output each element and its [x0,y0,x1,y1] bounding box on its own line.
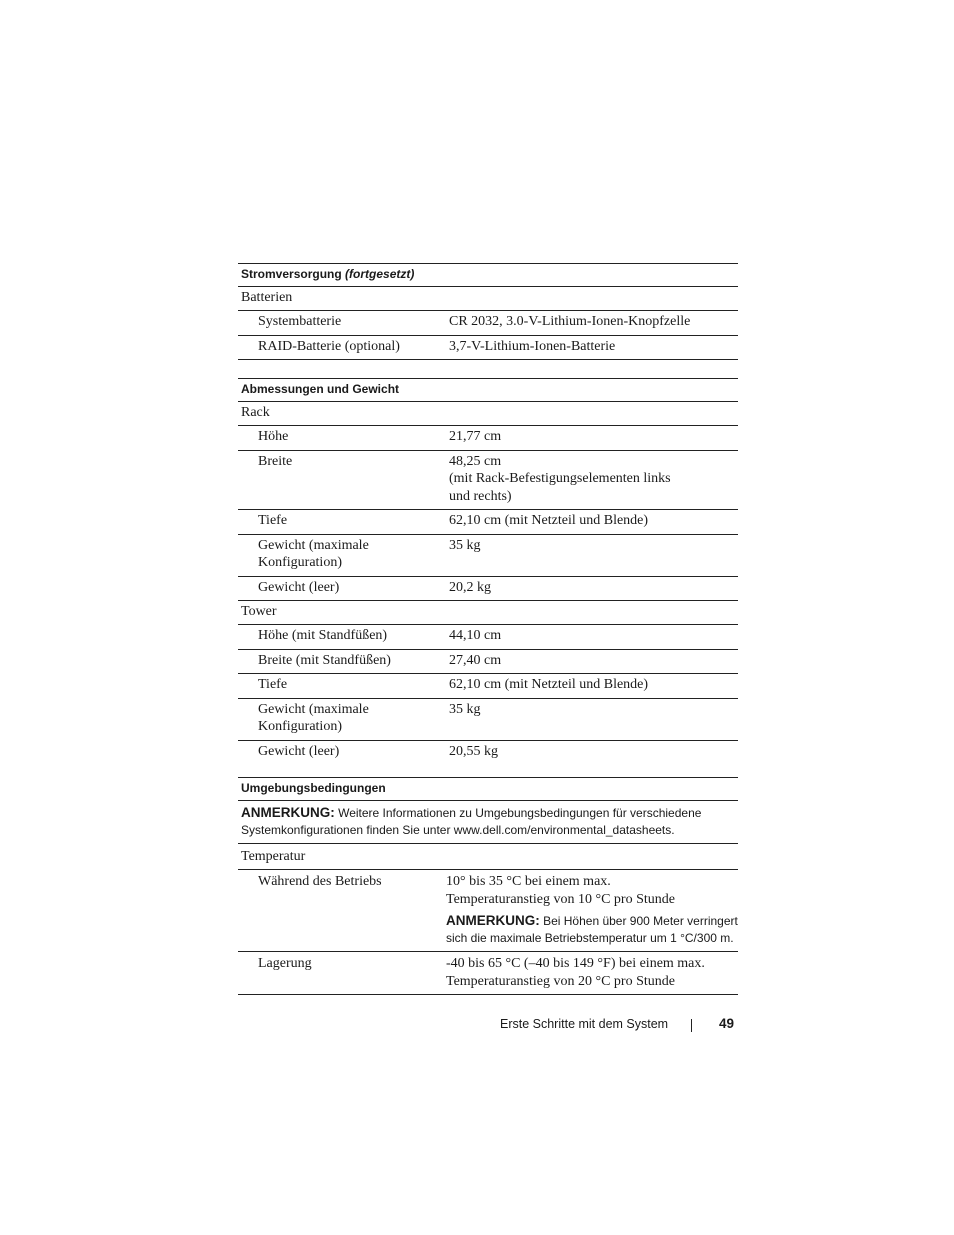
note-environment [238,801,738,844]
group-heading-rack: Rack [238,402,738,426]
table-row [238,336,738,361]
table-row [238,870,738,952]
value-line: 10° bis 35 °C bei einem max. [446,874,611,889]
row-value: 3,7-V-Lithium-Ionen-Batterie [449,338,616,354]
value-line: -40 bis 65 °C (–40 bis 149 °F) bei einem max. [446,956,705,971]
table-row [238,650,738,675]
row-label: RAID-Batterie (optional) [258,338,400,354]
row-label: Tiefe [258,513,288,528]
row-value [449,451,738,510]
row-value: 62,10 cm (mit Netzteil und Blende) [449,677,649,692]
footer-title: Erste Schritte mit dem System [500,1017,669,1031]
page-number: 49 [718,1016,734,1031]
group-heading-temperature: Temperatur [238,844,738,870]
table-row [238,699,738,741]
row-value: 27,40 cm [449,652,502,668]
row-value: 35 kg [449,701,481,717]
section-title: Stromversorgung [241,267,342,281]
row-value: 21,77 cm [449,429,502,444]
table-row [238,426,738,451]
row-label: Gewicht (leer) [258,579,340,595]
note-text: Weitere Informationen zu Umgebungsbedingungen für verschiedene Systemkonfigurationen finden Sie unter [241,806,702,837]
table-row [238,625,738,650]
row-label: Lagerung [258,956,312,971]
row-label: Während des Betriebs [258,874,382,889]
row-label: Tiefe [258,677,288,692]
row-label: Höhe (mit Standfüßen) [258,628,388,643]
row-label: Systembatterie [258,314,342,329]
row-value: 62,10 cm (mit Netzteil und Blende) [449,513,649,528]
table-row [238,451,738,511]
value-line: (mit Rack-Befestigungselementen links [449,471,671,486]
note-operating [446,912,738,947]
note-link[interactable]: www.dell.com/environmental_datasheets [453,823,672,837]
value-line: Temperaturanstieg von 20 °C pro Stunde [446,973,675,989]
group-heading-tower: Tower [238,601,738,625]
section-heading-dimensions: Abmessungen und Gewicht [238,378,738,402]
row-value: 20,55 kg [449,743,498,759]
note-end: . [671,823,675,837]
row-value: 44,10 cm [449,628,502,643]
row-label: Gewicht (maximale Konfiguration) [258,537,369,570]
table-row [238,535,738,577]
row-value [446,870,738,951]
row-value: 20,2 kg [449,579,491,595]
table-row [238,674,738,699]
note-keyword: ANMERKUNG: [241,805,335,820]
table-row [238,510,738,535]
section-heading-environment: Umgebungsbedingungen [238,777,738,801]
note-text: Bei Höhen über 900 Meter verringert sich die maximale Betriebstemperatur um 1 °C/300 m. [446,914,738,945]
note-keyword: ANMERKUNG: [446,913,540,928]
page-footer [500,1014,736,1034]
row-label: Breite (mit Standfüßen) [258,652,391,668]
value-line: und rechts) [449,488,512,504]
section-heading-power [238,263,738,287]
row-label: Höhe [258,429,289,444]
footer-separator [691,1019,692,1032]
row-label: Gewicht (maximale Konfiguration) [258,701,369,734]
table-row [238,952,738,995]
group-heading-batteries: Batterien [238,287,738,311]
table-row [238,741,738,765]
value-line: 48,25 cm [449,453,502,469]
row-label: Gewicht (leer) [258,743,340,759]
table-row [238,311,738,336]
table-row [238,577,738,602]
spec-table [238,263,738,995]
row-value [446,952,738,994]
row-value: 35 kg [449,537,481,553]
row-value: CR 2032, 3.0-V-Lithium-Ionen-Knopfzelle [449,314,691,329]
section-title-suffix: (fortgesetzt) [345,267,415,281]
value-line: Temperaturanstieg von 10 °C pro Stunde [446,891,675,907]
row-label: Breite [258,453,293,469]
